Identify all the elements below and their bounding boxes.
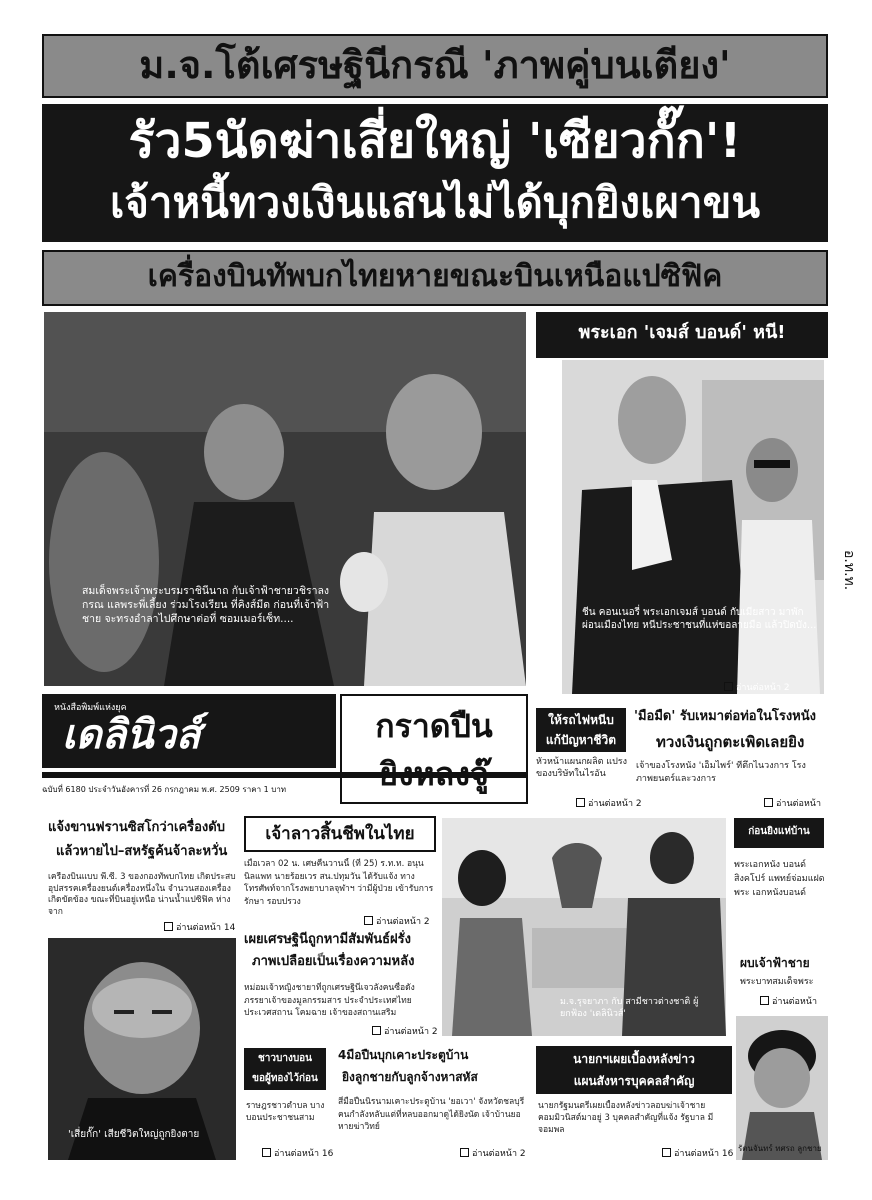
masthead-name: เดลินิวส์ <box>62 712 201 758</box>
right-item: สิงคโปร์ แพทย์จ่อมแฝด <box>734 874 825 884</box>
box-fire-body: หัวหน้าแผนกผลิต แปรงของบริษัทในไรอัน <box>536 757 628 779</box>
story-cinema-h1: 'มือมืด' รับเหมาต่อท่อในโรงหนัง <box>634 709 816 724</box>
chinese-photo-image <box>48 938 236 1160</box>
headline-main-line2: เจ้าหนี้ทวงเงินแสนไม่ได้บุกยิงเผาขน <box>109 178 761 227</box>
right-item: พระเอกหนัง บอนด์ <box>734 860 806 870</box>
royal-photo-caption: สมเด็จพระเจ้าพระบรมราชินีนาถ กับเจ้าฟ้าชายวชิราลงกรณ แลพระพี่เลี้ยง ร่วมโรงเรียน ที่คิงส์มีด ก่อนที่เจ้าฟ้าชาย จะทรงอำลาไปศึกษาต่อที่ ซอมเมอร์เซ็ท.... <box>82 585 330 625</box>
story-plot-body: นายกรัฐมนตรีเผยเบื้องหลังข่าวลอบฆ่าเจ้าชาย คอมมิวนิสต์มาอยู่ 3 บุคคลสำคัญที่แจ้ง รัฐบาล มีจอมพล <box>538 1101 714 1135</box>
box-gun-line2: ยิงหลงจู๊ <box>379 755 489 793</box>
right-item: พระ เอกหนังบอนด์ <box>734 888 806 898</box>
story-river-ref: อ่านต่อหน้า 16 <box>262 1146 333 1160</box>
right-heading1: ก่อนยิงแห่บ้าน <box>734 818 824 848</box>
headline-plane: เครื่องบินทัพบกไทยหายขณะบินเหนือแปซิฟิค <box>42 250 828 306</box>
couple-caption: ม.จ.รุจยาภา กับ สามีชาวต่างชาติ ผู้ยกฟ้อง 'เดลินิวส์' <box>560 997 699 1019</box>
story-cinema-body: เจ้าของโรงหนัง 'เอ็มไพร์' ที่ตึกไนวงการ โรงภาพยนตร์และวงการ <box>636 761 806 784</box>
box-fire-title1: ให้รถไฟหนีบ <box>548 713 614 727</box>
masthead <box>42 694 336 768</box>
story-gun4-ref: อ่านต่อหน้า 2 <box>460 1146 526 1160</box>
story-lao-ref: อ่านต่อหน้า 2 <box>364 914 430 928</box>
couple-photo <box>442 818 726 1036</box>
story-cinema-ref: อ่านต่อหน้า <box>764 796 821 810</box>
royal-photo-image <box>44 312 526 686</box>
story-secret-h1: เผยเศรษฐินีถูกหามีสัมพันธ์ฝรั่ง <box>244 932 412 947</box>
headline-main-line1: รัว5นัดฆ่าเสี่ยใหญ่ 'เซียวกั๊ก'! <box>128 113 742 169</box>
box-fire-ref: อ่านต่อหน้า 2 <box>576 796 642 810</box>
story-river-heading <box>244 1048 326 1090</box>
story-river-h1: ชาวบางบอน <box>257 1053 313 1064</box>
story-plot-h2: แผนสังหารบุคคลสำคัญ <box>573 1074 695 1088</box>
story-river-body: ราษฎรชาวตำบล บางบอนประชาชนสาม <box>246 1101 325 1123</box>
bond-photo <box>562 360 824 694</box>
story-gun4-body: สี่มือปืนนิรนามเคาะประตูบ้าน 'ยอเวา' จังหวัดชลบุรี คนกำลังหลับแต่ที่หลบออกมาดูได้ยิงนัด เจ้าบ้านยอหายฆ่าวิทย์ <box>338 1097 525 1132</box>
bond-photo-image <box>562 360 824 694</box>
story-alert-ref: อ่านต่อหน้า 14 <box>164 920 235 934</box>
story-secret-h2: ภาพเปลือยเป็นเรื่องความหลัง <box>252 954 415 969</box>
boy-photo <box>736 1016 828 1160</box>
masthead-tagline: หนังสือพิมพ์แห่งยุค <box>54 703 127 713</box>
headline-main <box>42 104 828 242</box>
story-cinema-h2: ทวงเงินถูกตะเพิดเลยยิง <box>656 733 805 751</box>
box-fire-title2: แก้ปัญหาชีวิต <box>545 733 617 747</box>
right-body: พระบาทสมเด็จพระ <box>740 977 814 987</box>
boy-photo-image <box>736 1016 828 1160</box>
story-gun4-h2: ยิงลูกชายกับลูกจ้างหาสหัส <box>342 1070 478 1084</box>
story-secret-body: หม่อมเจ้าหญิงชายาที่ถูกเศรษฐินีเจวลังคนซื่อดัง ภรรยาเจ้าของมูลกรรมสาร ประจำประเทศไทย ประเวศสถาน โคมฉาย เจ้าของสถานเสริม <box>244 983 415 1018</box>
story-plot-ref: อ่านต่อหน้า 16 <box>662 1146 733 1160</box>
right-ref: อ่านต่อหน้า <box>760 994 817 1008</box>
story-alert-h1: แจ้งขานฟรานซิสโกว่าเครื่องดับ <box>48 820 225 835</box>
right-heading2: ผบเจ้าฟ้าชาย <box>740 956 810 970</box>
chinese-photo <box>48 938 236 1160</box>
box-gun-line1: กราดปืน <box>375 707 493 745</box>
box-fire-title <box>536 708 626 752</box>
box-gun <box>340 694 528 804</box>
masthead-info: ฉบับที่ 6180 ประจำวันอังคารที่ 26 กรกฎาคม พ.ศ. 2509 ราคา 1 บาท <box>42 785 287 794</box>
bond-title: พระเอก 'เจมส์ บอนด์' หนี! <box>536 312 828 358</box>
boy-caption: รัตนจันทร์ ทศรถ ลูกชาย <box>738 1144 822 1153</box>
story-lao-h: เจ้าลาวสิ้นชีพในไทย <box>244 816 436 852</box>
story-secret-ref: อ่านต่อหน้า 2 <box>372 1024 438 1038</box>
story-river-h2: ขอผู้ทองไว้ก่อน <box>252 1073 318 1084</box>
bond-caption: ชีน คอนเนอรี่ พระเอกเจมส์ บอนด์ กับเมียสาว มาพักผ่อนเมืองไทย หนีประชาชนที่แห่ขอลายมือ แล้วปิดบัง... <box>582 607 817 631</box>
story-alert-body: เครื่องบินแบบ พี.ซี. 3 ของกองทัพบกไทย เกิดประสบอุปสรรคเครื่องยนต์เครื่องหนึ่งใน จำนวนสองเครื่องเกิดขัดข้อง ขณะที่บินอยู่เหนือ น่านน้ำแปซิฟิค ห่างจาก <box>48 872 236 917</box>
royal-photo <box>44 312 526 686</box>
side-stamp: อ.ท.ท. <box>841 550 857 591</box>
chinese-caption: 'เสี่ยกั๊ก' เสียชีวิตใหญ่ถูกยิงตาย <box>68 1129 200 1140</box>
story-alert-h2: แล้วหายไป–สหรัฐค้นจ้าละหวั่น <box>56 844 228 859</box>
story-plot-h1: นายกฯเผยเบื้องหลังข่าว <box>573 1052 695 1066</box>
story-gun4-h1: 4มือปืนบุกเคาะประตูบ้าน <box>338 1048 469 1062</box>
story-lao-body: เมื่อเวลา 02 น. เศษคืนวานนี้ (ที่ 25) ร.ท.ท. อนุน นิลแพท นายร้อยเวร สน.ปทุมวัน ได้รับแจ้ง ทางโทรศัพท์จากโรงพยาบาลจุฬาฯ ว่ามีผู้ป่วย เข้ารับการรักษา รอบปรวง <box>244 859 434 907</box>
story-plot-heading <box>536 1046 732 1094</box>
headline-top: ม.จ.โต้เศรษฐินีกรณี 'ภาพคู่บนเตียง' <box>42 34 828 98</box>
right-items <box>734 858 828 900</box>
bond-ref: อ่านต่อหน้า 2 <box>724 680 790 694</box>
